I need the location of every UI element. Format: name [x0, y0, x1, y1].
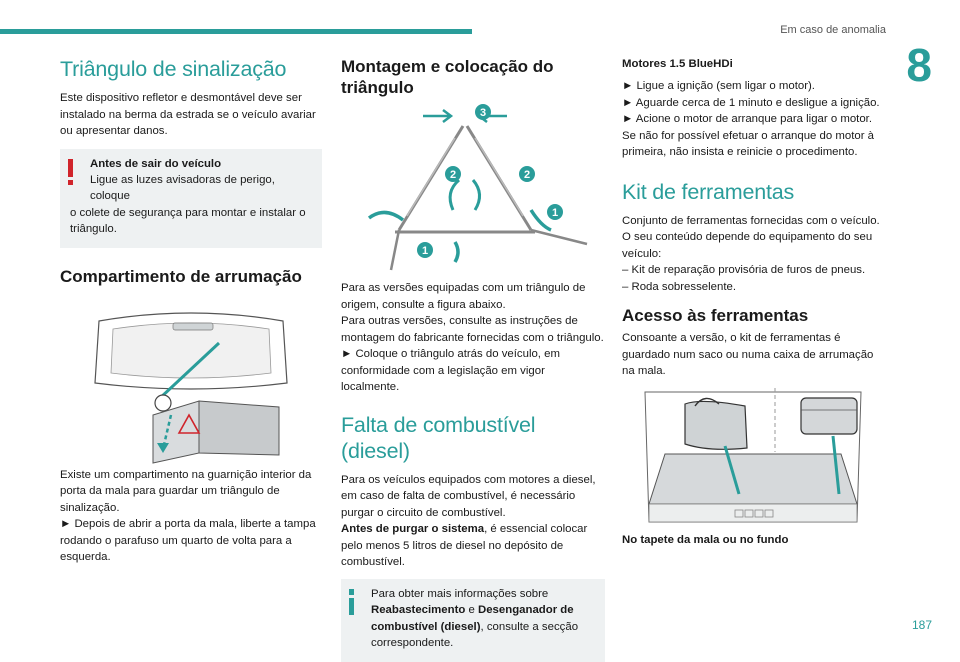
warning-icon — [68, 159, 73, 177]
column-middle — [341, 56, 605, 662]
engine-step-2: ► Aguarde cerca de 1 minuto e desligue a ignição. — [622, 96, 880, 109]
mount-text2: Para outras versões, consulte as instruções de montagem do fabricante fornecidas com o triângulo. — [341, 315, 604, 344]
page-number: 187 — [911, 618, 932, 632]
figure-step-label-2a — [445, 166, 461, 182]
running-header: Em caso de anomalia — [780, 24, 886, 36]
info-paragraph — [349, 586, 597, 652]
info-bold1: Reabastecimento — [371, 604, 466, 616]
figure-caption: No tapete da mala ou no fundo — [622, 533, 789, 546]
fuel-bold: Antes de purgar o sistema — [341, 523, 485, 535]
heading-mount: Montagem e colocação do triângulo — [341, 57, 554, 97]
warning-box — [60, 149, 322, 248]
engine-step-3: ► Acione o motor de arranque para ligar o motor. — [622, 113, 872, 125]
svg-text:1: 1 — [551, 207, 559, 219]
heading-triangle: Triângulo de sinalização — [60, 57, 287, 81]
toolkit-trunk-figure — [635, 386, 871, 526]
storage-step: ► Depois de abrir a porta da mala, liberte a tampa rodando o parafuso um quarto de volta para a esquerda. — [60, 518, 316, 563]
info-and: e — [465, 604, 478, 616]
svg-text:1: 1 — [421, 245, 429, 257]
svg-text:2: 2 — [449, 169, 457, 181]
fuel-text: Para os veículos equipados com motores a diesel, em caso de falta de combustível, é necessário purgar o circuito de combustível. — [341, 473, 596, 519]
warning-title: Antes de sair do veículo — [90, 157, 222, 170]
figure-step-label-3 — [475, 104, 491, 120]
heading-fuel: Falta de combustível (diesel) — [341, 412, 536, 463]
info-text2: , consulte a secção correspondente. — [371, 620, 579, 649]
info-bold2: Desenganador de combustível (diesel) — [371, 604, 574, 633]
fuel-text2: , é essencial colocar pelo menos 5 litros de diesel no depósito de combustível. — [341, 523, 588, 568]
triangle-intro: Este dispositivo refletor e desmontável deve ser instalado na berma da estrada se o veículo avariar ou apresentar danos. — [60, 92, 316, 137]
svg-text:2: 2 — [523, 169, 531, 181]
warning-line1: Ligue as luzes avisadoras de perigo, coloque — [90, 173, 275, 202]
column-right — [622, 56, 884, 548]
figure-step-label-2b — [519, 166, 535, 182]
header-accent-bar — [0, 29, 472, 34]
fuel-purge-paragraph — [341, 521, 605, 571]
trunk-compartment-figure — [91, 303, 291, 461]
storage-text: Existe um compartimento na guarnição interior da porta da mala para guardar um triângulo de sinalização. — [60, 468, 312, 514]
figure-step-label-1b — [417, 242, 433, 258]
heading-access: Acesso às ferramentas — [622, 306, 809, 325]
access-text: Consoante a versão, o kit de ferramentas é guardado num saco ou numa caixa de arrumação na mala. — [622, 332, 874, 377]
warning-line2: o colete de segurança para montar e instalar o triângulo. — [70, 206, 306, 235]
chapter-number: 8 — [906, 39, 932, 91]
engine-note: Se não for possível efetuar o arranque do motor à primeira, não insista e reinicie o procedimento. — [622, 129, 875, 158]
info-icon — [349, 589, 354, 595]
column-left — [60, 56, 322, 566]
engine-step-1: ► Ligue a ignição (sem ligar o motor). — [622, 80, 815, 92]
info-box — [341, 579, 605, 662]
info-text1: Para obter mais informações sobre — [371, 587, 549, 600]
svg-text:3: 3 — [479, 107, 487, 119]
toolkit-item-2: – Roda sobresselente. — [622, 280, 736, 293]
mount-text1: Para as versões equipadas com um triângulo de origem, consulte a figura abaixo. — [341, 282, 586, 311]
heading-toolkit: Kit de ferramentas — [622, 179, 795, 204]
engines-title: Motores 1.5 BlueHDi — [622, 58, 733, 70]
mount-step: ► Coloque o triângulo atrás do veículo, em conformidade com a legislação em vigor localmente. — [341, 348, 560, 393]
figure-step-label-1a — [547, 204, 563, 220]
toolkit-text: Conjunto de ferramentas fornecidas com o veículo. O seu conteúdo depende do equipamento do seu veículo: — [622, 214, 880, 260]
triangle-assembly-figure — [355, 102, 591, 272]
heading-storage: Compartimento de arrumação — [60, 266, 302, 286]
toolkit-item-1: – Kit de reparação provisória de furos de pneus. — [622, 264, 866, 276]
